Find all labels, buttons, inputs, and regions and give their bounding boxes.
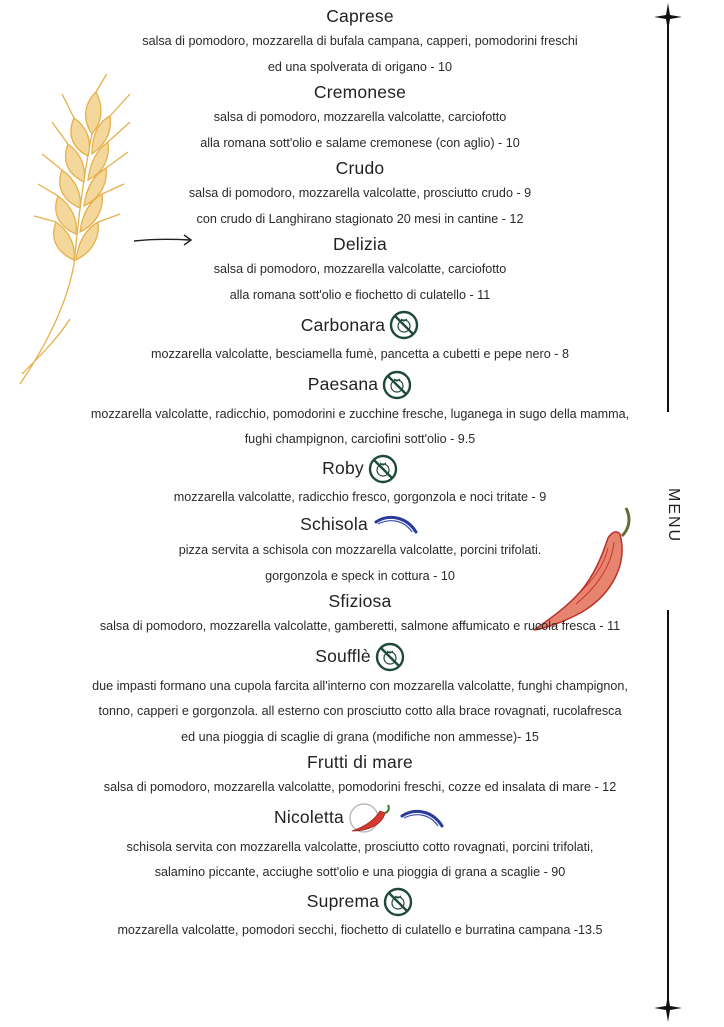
item-name: Cremonese	[313, 82, 407, 102]
item-description	[60, 674, 660, 751]
menu-item-souffle	[60, 640, 660, 751]
menu-item-sfiziosa	[60, 589, 660, 640]
description-line: salsa di pomodoro, mozzarella valcolatte, pomodorini freschi, cozze ed insalata di mare - 12	[103, 780, 617, 794]
side-menu-label: MENU	[665, 488, 682, 544]
fold-arc-icon	[398, 806, 446, 830]
menu-item-crudo	[60, 156, 660, 232]
item-description	[60, 614, 660, 640]
item-name: Roby	[322, 458, 364, 478]
description-line: ed una pioggia di scaglie di grana (modifiche non ammesse)- 15	[181, 729, 539, 744]
menu-item-suprema	[60, 886, 660, 944]
item-description	[60, 342, 660, 368]
item-description	[60, 485, 660, 511]
description-line: mozzarella valcolatte, besciamella fumè, pancetta a cubetti e pepe nero - 8	[151, 347, 569, 361]
no-tomato-icon	[368, 454, 398, 484]
star-ornament-bottom	[654, 994, 682, 1027]
description-line: gorgonzola e speck in cottura - 10	[265, 568, 455, 583]
description-line: due impasti formano una cupola farcita all'interno con mozzarella valcolatte, funghi champignon,	[92, 678, 628, 693]
description-line: salsa di pomodoro, mozzarella valcolatte, carciofotto	[213, 110, 507, 124]
item-description	[60, 775, 660, 801]
item-name: Suprema	[306, 891, 380, 911]
description-line: salsa di pomodoro, mozzarella di bufala campana, capperi, pomodorini freschi	[142, 34, 578, 48]
item-description	[60, 257, 660, 308]
menu-item-roby	[60, 453, 660, 511]
menu-item-carbonara	[60, 308, 660, 368]
item-name: Frutti di mare	[307, 752, 413, 772]
description-line: salsa di pomodoro, mozzarella valcolatte, carciofotto	[213, 262, 507, 276]
description-line: alla romana sott'olio e salame cremonese (con aglio) - 10	[200, 135, 520, 150]
no-tomato-icon	[375, 642, 405, 672]
menu-item-schisola	[60, 510, 660, 589]
menu-item-caprese	[60, 4, 660, 80]
item-name: Nicoletta	[274, 807, 344, 827]
item-description	[60, 835, 660, 886]
description-line: fughi champignon, carciofini sott'olio - 9.5	[244, 432, 476, 446]
item-name: Crudo	[335, 158, 385, 178]
description-line: tonno, capperi e gorgonzola. all esterno con prosciutto cotto alla brace rovagnati, rucolafresca	[98, 704, 622, 718]
item-name: Soufflè	[315, 646, 371, 666]
description-line: schisola servita con mozzarella valcolatte, prosciutto cotto rovagnati, porcini trifolati,	[126, 839, 594, 854]
item-name: Carbonara	[300, 314, 386, 335]
item-description	[60, 181, 660, 232]
item-name: Delizia	[333, 234, 387, 254]
item-name: Schisola	[300, 513, 368, 534]
menu-item-paesana	[60, 368, 660, 453]
description-line: salsa di pomodoro, mozzarella valcolatte, gamberetti, salmone affumicato e rucola fresca - 11	[99, 619, 621, 633]
description-line: pizza servita a schisola con mozzarella valcolatte, porcini trifolati.	[178, 543, 542, 557]
description-line: ed una spolverata di origano - 10	[267, 59, 453, 74]
item-name: Paesana	[307, 374, 379, 394]
item-description	[60, 918, 660, 944]
description-line: alla romana sott'olio e fiochetto di culatello - 11	[229, 287, 491, 302]
item-description	[60, 538, 660, 589]
menu-item-frutti-di-mare	[60, 750, 660, 801]
no-tomato-icon	[383, 887, 413, 917]
no-tomato-icon	[382, 370, 412, 400]
description-line: mozzarella valcolatte, radicchio fresco, gorgonzola e noci tritate - 9	[173, 489, 547, 504]
menu-item-delizia	[60, 232, 660, 308]
no-tomato-icon	[389, 310, 419, 340]
item-description	[60, 402, 660, 453]
chili-pepper-icon	[348, 801, 394, 835]
description-line: con crudo di Langhirano stagionato 20 mesi in cantine - 12	[196, 211, 524, 226]
pizza-menu	[60, 4, 660, 943]
item-name: Sfiziosa	[328, 591, 392, 611]
menu-item-cremonese	[60, 80, 660, 156]
description-line: mozzarella valcolatte, pomodori secchi, fiochetto di culatello e burratina campana -13.5	[117, 922, 603, 937]
menu-item-nicoletta	[60, 801, 660, 886]
side-rule-bottom	[667, 610, 669, 1004]
fold-arc-icon	[372, 512, 420, 536]
description-line: salsa di pomodoro, mozzarella valcolatte, prosciutto crudo - 9	[188, 186, 532, 200]
description-line: mozzarella valcolatte, radicchio, pomodorini e zucchine fresche, luganega in sugo della mamma,	[90, 406, 630, 421]
item-name: Caprese	[326, 6, 394, 26]
description-line: salamino piccante, acciughe sott'olio e una pioggia di grana a scaglie - 90	[154, 865, 566, 879]
item-description	[60, 29, 660, 80]
side-rule-top	[667, 22, 669, 412]
item-description	[60, 105, 660, 156]
